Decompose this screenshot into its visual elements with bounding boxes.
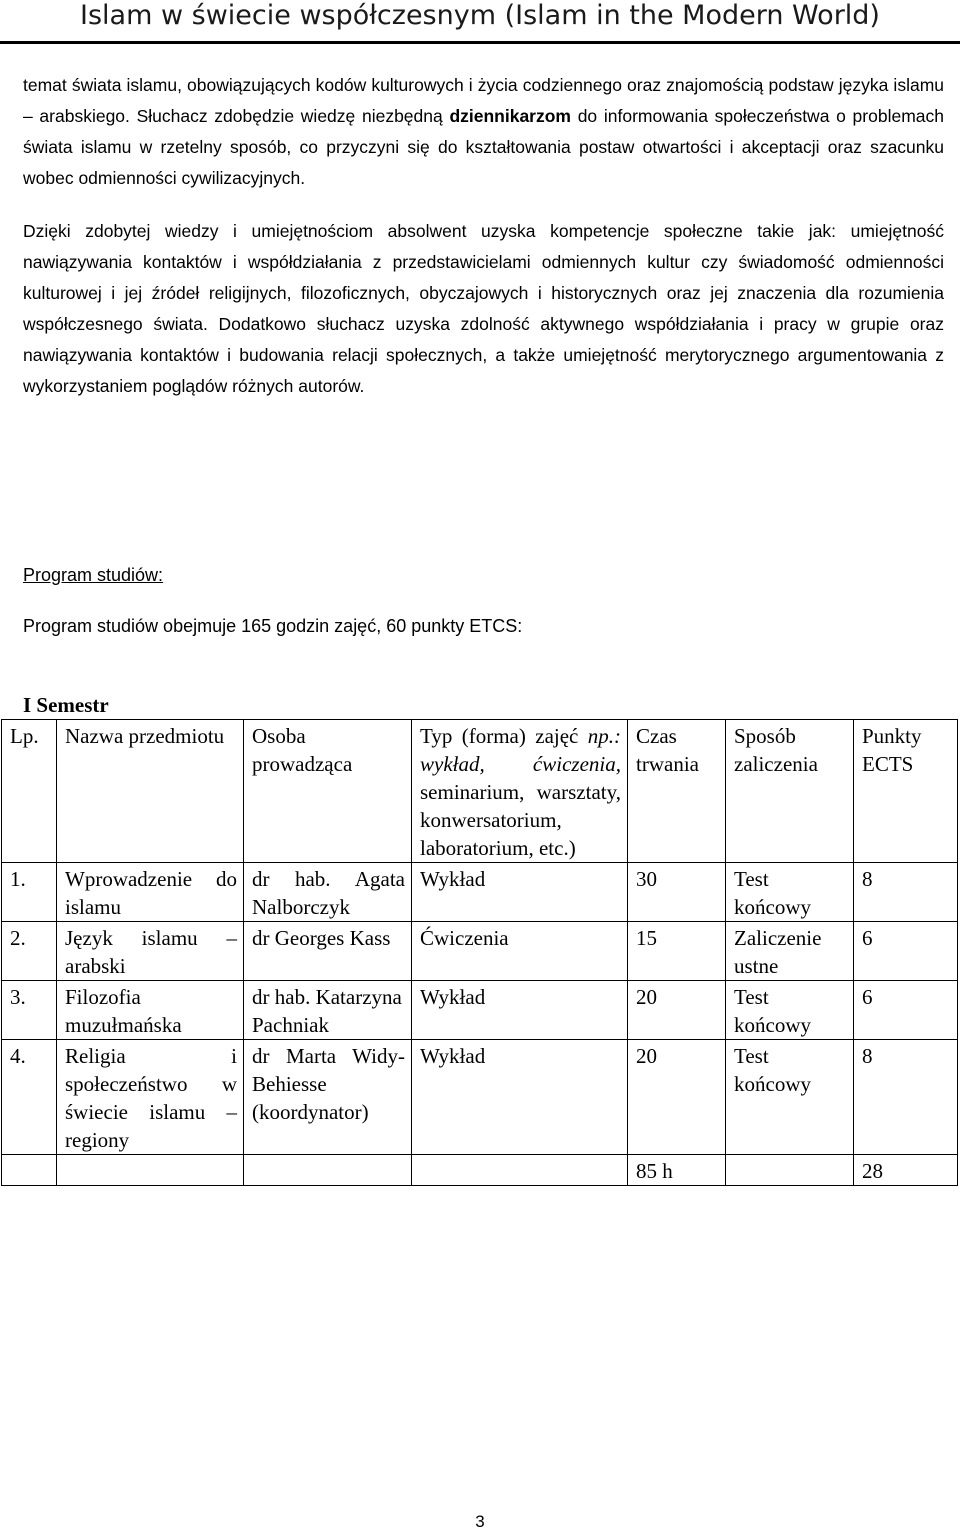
header-type-italic: np.: wykład, ćwiczenia, [420, 724, 621, 776]
row-time: 20 [628, 981, 726, 1040]
row-teacher: dr Georges Kass [244, 922, 412, 981]
total-empty-lp [2, 1155, 57, 1186]
header-time: Czas trwania [628, 720, 726, 863]
header-teacher: Osoba prowadząca [244, 720, 412, 863]
table-row [2, 863, 958, 922]
total-empty-type [412, 1155, 628, 1186]
header-method: Sposób zaliczenia [726, 720, 854, 863]
table-header-row [2, 720, 958, 863]
row-type: Wykład [412, 1040, 628, 1155]
table-row [2, 981, 958, 1040]
table-row [2, 922, 958, 981]
row-ects: 8 [854, 1040, 958, 1155]
intro-paragraph [23, 70, 944, 194]
row-ects: 6 [854, 922, 958, 981]
row-type: Wykład [412, 981, 628, 1040]
table-total-row [2, 1155, 958, 1186]
row-lp: 2. [2, 922, 57, 981]
row-method: Zaliczenie ustne [726, 922, 854, 981]
row-name: Filozofia muzułmańska [57, 981, 244, 1040]
intro-bold-word: dziennikarzom [449, 106, 571, 126]
row-time: 30 [628, 863, 726, 922]
row-method: Test końcowy [726, 981, 854, 1040]
row-teacher: dr hab. Agata Nalborczyk [244, 863, 412, 922]
competences-paragraph: Dzięki zdobytej wiedzy i umiejętnościom absolwent uzyska kompetencje społeczne takie jak: umiejętność nawiązywania kontaktów i współdziałania z przedstawicielami odmiennych kultur czy świadomość odmienności kulturowej i jej źródeł religijnych, filozoficznych, obyczajowych i historycznych oraz jej znaczenia dla rozumienia współczesnego świata. Dodatkowo słuchacz uzyska zdolność aktywnego współdziałania i pracy w grupie oraz nawiązywania kontaktów i budowania relacji społecznych, a także umiejętność merytorycznego argumentowania z wykorzystaniem poglądów różnych autorów. [23, 221, 944, 396]
row-method: Test końcowy [726, 863, 854, 922]
row-teacher: dr hab. Katarzyna Pachniak [244, 981, 412, 1040]
header-name: Nazwa przedmiotu [57, 720, 244, 863]
page-header-title: Islam w świecie współczesnym (Islam in the Modern World) [80, 0, 880, 31]
row-type: Ćwiczenia [412, 922, 628, 981]
header-rule [0, 41, 960, 44]
header-type-b: seminarium, warsztaty, konwersatorium, laboratorium, etc.) [420, 780, 621, 860]
row-lp: 1. [2, 863, 57, 922]
total-time: 85 h [628, 1155, 726, 1186]
total-ects: 28 [854, 1155, 958, 1186]
row-time: 20 [628, 1040, 726, 1155]
row-method: Test końcowy [726, 1040, 854, 1155]
header-type [412, 720, 628, 863]
intro-text-b: do informowania społeczeństwa o problemach świata islamu w rzetelny sposób, co przyczyni się do kształtowania postaw otwartości i akceptacji oraz szacunku wobec odmienności cywilizacyjnych. [23, 106, 944, 188]
total-empty-name [57, 1155, 244, 1186]
program-label: Program studiów: [23, 565, 164, 585]
header-type-a: Typ (forma) zajęć [420, 724, 588, 748]
semester-heading: I Semestr [23, 693, 109, 717]
row-lp: 3. [2, 981, 57, 1040]
total-empty-method [726, 1155, 854, 1186]
row-name: Religia i społeczeństwo w świecie islamu – regiony [57, 1040, 244, 1155]
page-number: 3 [475, 1512, 485, 1531]
row-time: 15 [628, 922, 726, 981]
row-lp: 4. [2, 1040, 57, 1155]
program-description: Program studiów obejmuje 165 godzin zajęć, 60 punkty ETCS: [23, 616, 523, 636]
row-type: Wykład [412, 863, 628, 922]
header-ects: Punkty ECTS [854, 720, 958, 863]
row-ects: 6 [854, 981, 958, 1040]
header-lp: Lp. [2, 720, 57, 863]
program-table [1, 719, 958, 1186]
row-name: Wprowadzenie do islamu [57, 863, 244, 922]
row-name: Język islamu – arabski [57, 922, 244, 981]
total-empty-teacher [244, 1155, 412, 1186]
row-teacher: dr Marta Widy-Behiesse (koordynator) [244, 1040, 412, 1155]
intro-text-a: temat świata islamu, obowiązujących kodów kulturowych i życia codziennego oraz znajomością podstaw języka islamu – arabskiego. Słuchacz zdobędzie wiedzę niezbędną [23, 75, 944, 126]
row-ects: 8 [854, 863, 958, 922]
table-row [2, 1040, 958, 1155]
